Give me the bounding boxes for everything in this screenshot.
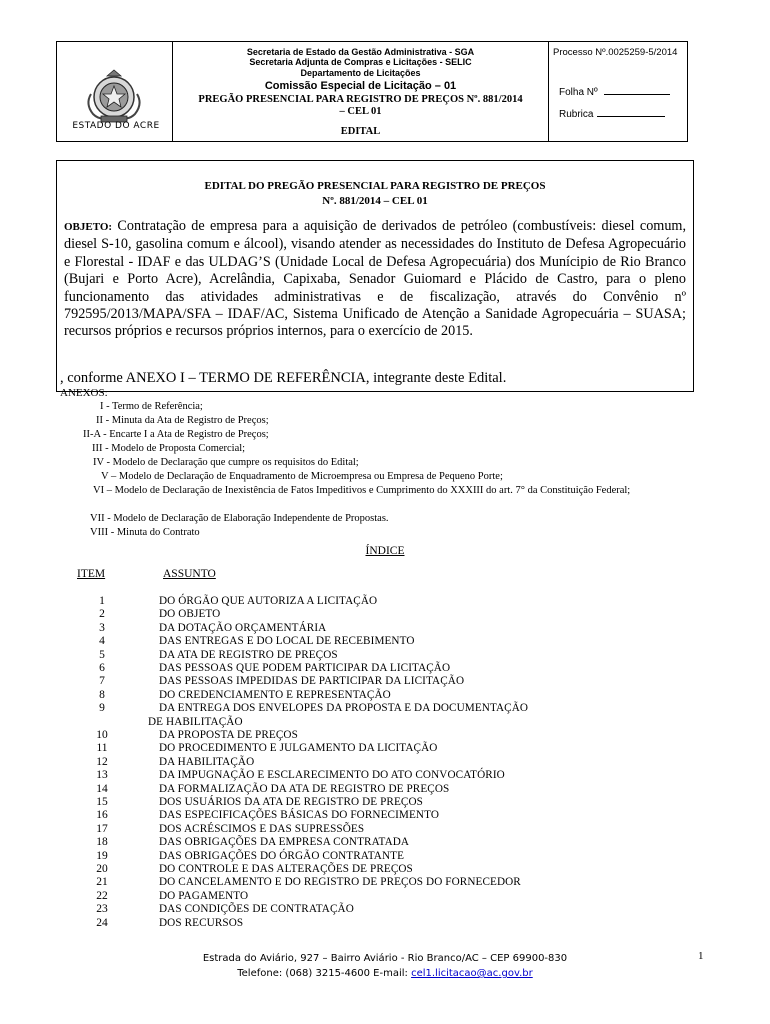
anexo-item: I - Termo de Referência; <box>100 401 203 412</box>
footer-contact <box>0 968 770 979</box>
indice-item-subject: DO CONTROLE E DAS ALTERAÇÕES DE PREÇOS <box>159 863 413 875</box>
header-edital: EDITAL <box>340 126 381 137</box>
folha-label: Folha Nº <box>559 87 598 98</box>
indice-item-subject: DO PROCEDIMENTO E JULGAMENTO DA LICITAÇÃO <box>159 742 438 755</box>
indice-item-subject: DAS OBRIGAÇÕES DA EMPRESA CONTRATADA <box>159 836 410 849</box>
indice-item-subject: DA FORMALIZAÇÃO DA ATA DE REGISTRO DE PREÇOS <box>159 782 450 795</box>
indice-item-subject: DOS RECURSOS <box>159 916 244 929</box>
footer-address: Estrada do Aviário, 927 – Bairro Aviário - Rio Branco/AC – CEP 69900-830 <box>202 953 568 964</box>
header-process-cell <box>549 42 687 141</box>
indice-item-subject: DO CANCELAMENTO E DO REGISTRO DE PREÇOS DO FORNECEDOR <box>159 876 521 889</box>
indice-item-number: 7 <box>99 675 105 688</box>
indice-item-number: 4 <box>99 635 105 648</box>
indice-item-subject: DAS ENTREGAS E DO LOCAL DE RECEBIMENTO <box>159 635 415 648</box>
footer-email-link[interactable]: cel1.licitacao@ac.gov.br <box>411 968 533 979</box>
document-subtitle: Nº. 881/2014 – CEL 01 <box>322 195 428 207</box>
conforme-line: , conforme ANEXO I – TERMO DE REFERÊNCIA, integrante deste Edital. <box>60 370 507 386</box>
indice-item-subject: DAS CONDIÇÕES DE CONTRATAÇÃO <box>159 903 354 916</box>
indice-item-number: 19 <box>96 849 108 862</box>
indice-item-subject: DA ENTREGA DOS ENVELOPES DA PROPOSTA E DA DOCUMENTAÇÃO <box>159 702 529 715</box>
folha-field <box>559 86 670 98</box>
indice-item-number: 20 <box>96 863 108 875</box>
indice-item-number: 24 <box>96 916 108 929</box>
indice-item-number: 5 <box>99 648 105 661</box>
header-title-cell <box>173 42 549 141</box>
anexo-item: III - Modelo de Proposta Comercial; <box>92 443 246 454</box>
page-number: 1 <box>698 950 704 962</box>
indice-item-number: 3 <box>99 621 105 634</box>
anexo-item: IV - Modelo de Declaração que cumpre os requisitos do Edital; <box>93 457 359 468</box>
anexo-item: VI – Modelo de Declaração de Inexistência de Fatos Impeditivos e Cumprimento do XXXIII do art. 7° da Constituição Federal; <box>93 485 631 496</box>
rubrica-blank-line <box>597 108 665 117</box>
object-box <box>56 160 694 392</box>
indice-item-number: 8 <box>99 688 105 701</box>
indice-item-subject: DAS OBRIGAÇÕES DO ÓRGÃO CONTRATANTE <box>159 849 405 862</box>
indice-item-number: 2 <box>99 608 105 621</box>
indice-item-number: 11 <box>96 742 108 755</box>
indice-item-subject: DO CREDENCIAMENTO E REPRESENTAÇÃO <box>159 688 391 701</box>
header-departamento: Departamento de Licitações <box>300 68 421 78</box>
indice-item-number: 21 <box>96 876 108 889</box>
folha-blank-line <box>604 86 670 95</box>
footer-phone: Telefone: (068) 3215-4600 E-mail: <box>237 968 412 979</box>
indice-item-subject: DA ATA DE REGISTRO DE PREÇOS <box>159 648 338 661</box>
indice-item-number: 1 <box>99 595 105 607</box>
indice-item-number: 10 <box>96 729 108 741</box>
rubrica-label: Rubrica <box>559 109 594 120</box>
anexo-item: II-A - Encarte I a Ata de Registro de Preços; <box>83 429 269 440</box>
indice-item-subject: DOS USUÁRIOS DA ATA DE REGISTRO DE PREÇOS <box>159 796 423 808</box>
indice-item-subject: DO PAGAMENTO <box>159 889 249 902</box>
indice-col-assunto: ASSUNTO <box>163 568 216 580</box>
document-title: EDITAL DO PREGÃO PRESENCIAL PARA REGISTRO DE PREÇOS <box>204 180 546 192</box>
indice-item-number: 15 <box>96 796 108 808</box>
objeto-label: OBJETO: <box>64 221 113 233</box>
indice-item-number: 17 <box>96 822 108 835</box>
indice-item-subject: DA IMPUGNAÇÃO E ESCLARECIMENTO DO ATO CONVOCATÓRIO <box>159 769 505 782</box>
objeto-paragraph <box>64 218 686 341</box>
indice-title: ÍNDICE <box>365 545 405 557</box>
indice-heading <box>0 541 770 559</box>
indice-item-number: 16 <box>96 809 108 822</box>
header-comissao: Comissão Especial de Licitação – 01 <box>264 80 457 92</box>
indice-item-subject: DAS PESSOAS IMPEDIDAS DE PARTICIPAR DA LICITAÇÃO <box>159 675 465 688</box>
indice-item-number: 18 <box>96 836 108 849</box>
indice-item-number: 9 <box>99 702 105 715</box>
header-cel: – CEL 01 <box>339 106 382 117</box>
anexo-item: II - Minuta da Ata de Registro de Preços; <box>96 415 269 426</box>
indice-item-subject: DO OBJETO <box>159 608 221 621</box>
indice-col-item: ITEM <box>77 568 106 580</box>
estado-label: ESTADO DO ACRE <box>72 121 160 131</box>
indice-item-number: 22 <box>96 889 108 902</box>
anexo-item: VII - Modelo de Declaração de Elaboração Independente de Propostas. <box>90 513 389 524</box>
processo-number: Processo Nº.0025259-5/2014 <box>553 47 678 58</box>
indice-item-subject: DO ÓRGÃO QUE AUTORIZA A LICITAÇÃO <box>159 595 378 607</box>
indice-item-number: 23 <box>96 903 108 916</box>
indice-item-number: 12 <box>96 755 108 768</box>
header-pregao: PREGÃO PRESENCIAL PARA REGISTRO DE PREÇOS Nº. 881/2014 <box>198 94 523 105</box>
indice-item-subject: DOS ACRÉSCIMOS E DAS SUPRESSÕES <box>159 822 365 835</box>
objeto-text: Contratação de empresa para a aquisição de derivados de petróleo (combustíveis: diesel comum, diesel S-10, gasolina comum e álcool), visando atender as necessidades do Instituto de Defesa Agropecuário e Florestal - IDAF e das ULDAG’S (Unidade Local de Defesa Agropecuária) dos Munícipio de Rio Branco (Bujari e Porto Acre), Acrelândia, Capixaba, Senador Guiomard e Plácido de Castro, para o pleno funcionamento das atividades administrativas e de fiscalização, através do Convênio nº 792595/2013/MAPA/SFA – IDAF/AC, Sistema Unificado de Atenção a Sanidade Agropecuária – SUASA; recursos próprios e recursos próprios internos, para o exercício de 2015. <box>64 218 686 340</box>
anexo-item: VIII - Minuta do Contrato <box>90 527 200 538</box>
header-secretaria: Secretaria de Estado da Gestão Administrativa - SGA <box>246 47 475 57</box>
header-secretaria-adjunta: Secretaria Adjunta de Compras e Licitações - SELIC <box>249 57 472 67</box>
header-table <box>56 41 688 142</box>
indice-item-number: 13 <box>96 769 108 782</box>
indice-item-subject: DA HABILITAÇÃO <box>159 755 255 768</box>
anexos-heading: ANEXOS: <box>60 387 108 399</box>
indice-item-subject: DAS ESPECIFICAÇÕES BÁSICAS DO FORNECIMENTO <box>159 809 439 822</box>
indice-item-subject: DAS PESSOAS QUE PODEM PARTICIPAR DA LICITAÇÃO <box>159 662 451 674</box>
rubrica-field <box>559 108 665 120</box>
indice-item-subject-continuation: DE HABILITAÇÃO <box>148 715 243 728</box>
indice-item-number: 14 <box>96 782 108 795</box>
indice-item-subject: DA DOTAÇÃO ORÇAMENTÁRIA <box>159 621 327 634</box>
indice-item-subject: DA PROPOSTA DE PREÇOS <box>159 729 298 741</box>
indice-item-number: 6 <box>99 662 105 674</box>
anexo-item: V – Modelo de Declaração de Enquadramento de Microempresa ou Empresa de Pequeno Porte; <box>101 471 503 482</box>
header-emblem-cell <box>57 42 173 141</box>
